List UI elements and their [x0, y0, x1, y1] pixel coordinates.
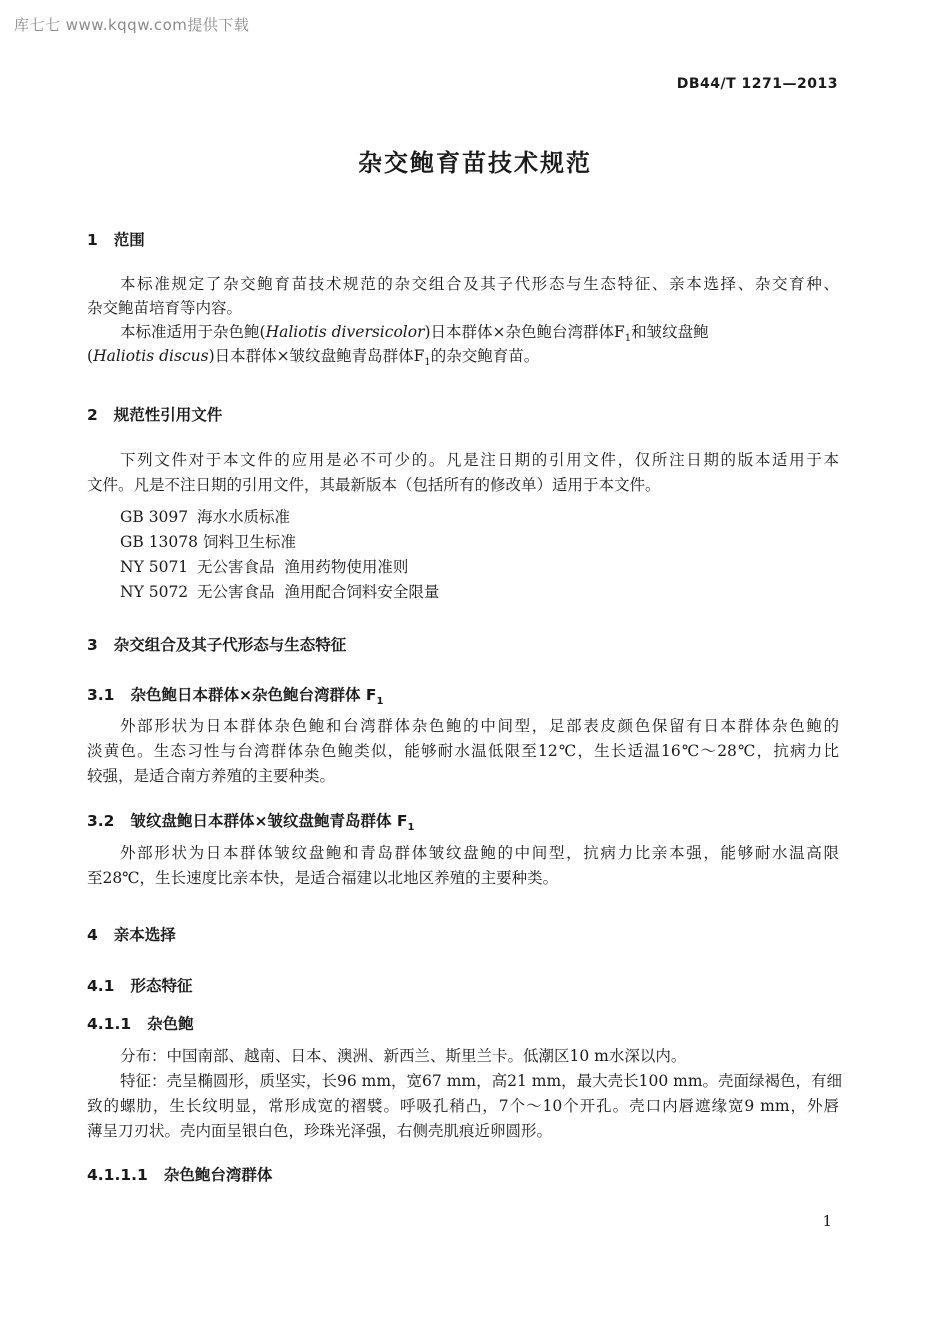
- section-number: 3.1: [87, 686, 115, 704]
- subscript: 1: [407, 822, 415, 834]
- section-1-heading: [87, 228, 145, 250]
- text-run: 本标准适用于杂色鲍(: [120, 323, 266, 341]
- page-number: 1: [822, 1212, 832, 1230]
- reference-title: 海水水质标准: [197, 508, 291, 526]
- reference-code: GB 3097: [120, 508, 189, 526]
- section-title: 杂色鲍日本群体×杂色鲍台湾群体 F: [130, 686, 377, 704]
- section-number: 4.1.1.1: [87, 1166, 148, 1184]
- section-number: 2: [87, 406, 98, 424]
- reference-code: NY 5072: [120, 583, 189, 601]
- paragraph-line: 下列文件对于本文件的应用是必不可少的。凡是注日期的引用文件，仅所注日期的版本适用于本: [120, 451, 839, 469]
- paragraph-line: 本标准规定了杂交鲍育苗技术规范的杂交组合及其子代形态与生态特征、亲本选择、杂交育种、: [120, 275, 839, 293]
- reference-item: [120, 580, 439, 602]
- reference-item: [120, 530, 296, 552]
- section-3-heading: [87, 633, 346, 655]
- section-title: 亲本选择: [113, 926, 176, 944]
- subscript: 1: [424, 357, 431, 369]
- text-run: )日本群体×皱纹盘鲍青岛群体F: [208, 347, 425, 365]
- paragraph-line: 至28℃，生长速度比亲本快，是适合福建以北地区养殖的主要种类。: [87, 869, 559, 887]
- watermark: 库七七 www.kqqw.com提供下载: [14, 16, 250, 34]
- text-run: )日本群体×杂色鲍台湾群体F: [424, 323, 625, 341]
- scientific-name: Haliotis discus: [93, 347, 209, 365]
- document-title: 杂交鲍育苗技术规范: [358, 149, 592, 177]
- text-run: 和皱纹盘鲍: [631, 323, 709, 341]
- section-title: 杂色鲍台湾群体: [163, 1166, 273, 1184]
- reference-code: GB 13078: [120, 533, 199, 551]
- paragraph-line: 外部形状为日本群体杂色鲍和台湾群体杂色鲍的中间型，足部表皮颜色保留有日本群体杂色鲍的: [120, 717, 839, 735]
- text-run: 的杂交鲍育苗。: [430, 347, 540, 365]
- reference-title: 无公害食品 渔用配合饲料安全限量: [197, 583, 440, 601]
- paragraph-line: 外部形状为日本群体皱纹盘鲍和青岛群体皱纹盘鲍的中间型，抗病力比亲本强，能够耐水温高限: [120, 844, 839, 862]
- section-number: 1: [87, 231, 98, 249]
- subscript: 1: [376, 696, 384, 708]
- subsection-3-2-heading: [87, 809, 414, 833]
- section-number: 4: [87, 926, 98, 944]
- section-title: 范围: [113, 231, 145, 249]
- section-title: 皱纹盘鲍日本群体×皱纹盘鲍青岛群体 F: [130, 812, 408, 830]
- section-title: 形态特征: [130, 977, 193, 995]
- subsection-4-1-1-heading: [87, 1012, 194, 1034]
- section-number: 4.1: [87, 977, 115, 995]
- paragraph-line: [87, 345, 539, 374]
- reference-item: [120, 505, 290, 527]
- paragraph-line: 致的螺肋，生长纹明显，常形成宽的褶襞。呼吸孔稍凸，7个～10个开孔。壳口内唇遮缘宽9 mm，外唇: [87, 1097, 839, 1115]
- paragraph-line: 较强，是适合南方养殖的主要种类。: [87, 767, 336, 785]
- standard-number: DB44/T 1271—2013: [676, 76, 838, 92]
- section-title: 杂色鲍: [147, 1015, 194, 1033]
- subsection-3-1-heading: [87, 683, 383, 707]
- subscript: 1: [624, 333, 632, 345]
- reference-title: 饲料卫生标准: [203, 533, 297, 551]
- section-title: 规范性引用文件: [113, 406, 223, 424]
- section-number: 3.2: [87, 812, 115, 830]
- section-number: 3: [87, 636, 98, 654]
- paragraph-line: 薄呈刀刃状。壳内面呈银白色，珍珠光泽强，右侧壳肌痕近卵圆形。: [87, 1122, 553, 1140]
- paragraph-line: 文件。凡是不注日期的引用文件，其最新版本（包括所有的修改单）适用于本文件。: [87, 476, 661, 494]
- scientific-name: Haliotis diversicolor: [265, 323, 425, 341]
- section-title: 杂交组合及其子代形态与生态特征: [113, 636, 347, 654]
- paragraph-line: 淡黄色。生态习性与台湾群体杂色鲍类似，能够耐水温低限至12℃，生长适温16℃～28℃，抗病力比: [87, 742, 839, 760]
- subsection-4-1-heading: [87, 974, 192, 996]
- paragraph-line: 分布：中国南部、越南、日本、澳洲、新西兰、斯里兰卡。低潮区10 m水深以内。: [120, 1047, 687, 1065]
- subsection-4-1-1-1-heading: [87, 1163, 272, 1185]
- text-run: (: [87, 347, 94, 365]
- paragraph-line: 杂交鲍苗培育等内容。: [87, 299, 243, 317]
- reference-code: NY 5071: [120, 558, 189, 576]
- section-number: 4.1.1: [87, 1015, 132, 1033]
- section-4-heading: [87, 923, 176, 945]
- reference-title: 无公害食品 渔用药物使用准则: [197, 558, 409, 576]
- reference-item: [120, 555, 408, 577]
- section-2-heading: [87, 403, 222, 425]
- paragraph-line: 特征：壳呈椭圆形，质坚实，长96 mm，宽67 mm，高21 mm，最大壳长100 mm。壳面绿褐色，有细: [120, 1072, 843, 1090]
